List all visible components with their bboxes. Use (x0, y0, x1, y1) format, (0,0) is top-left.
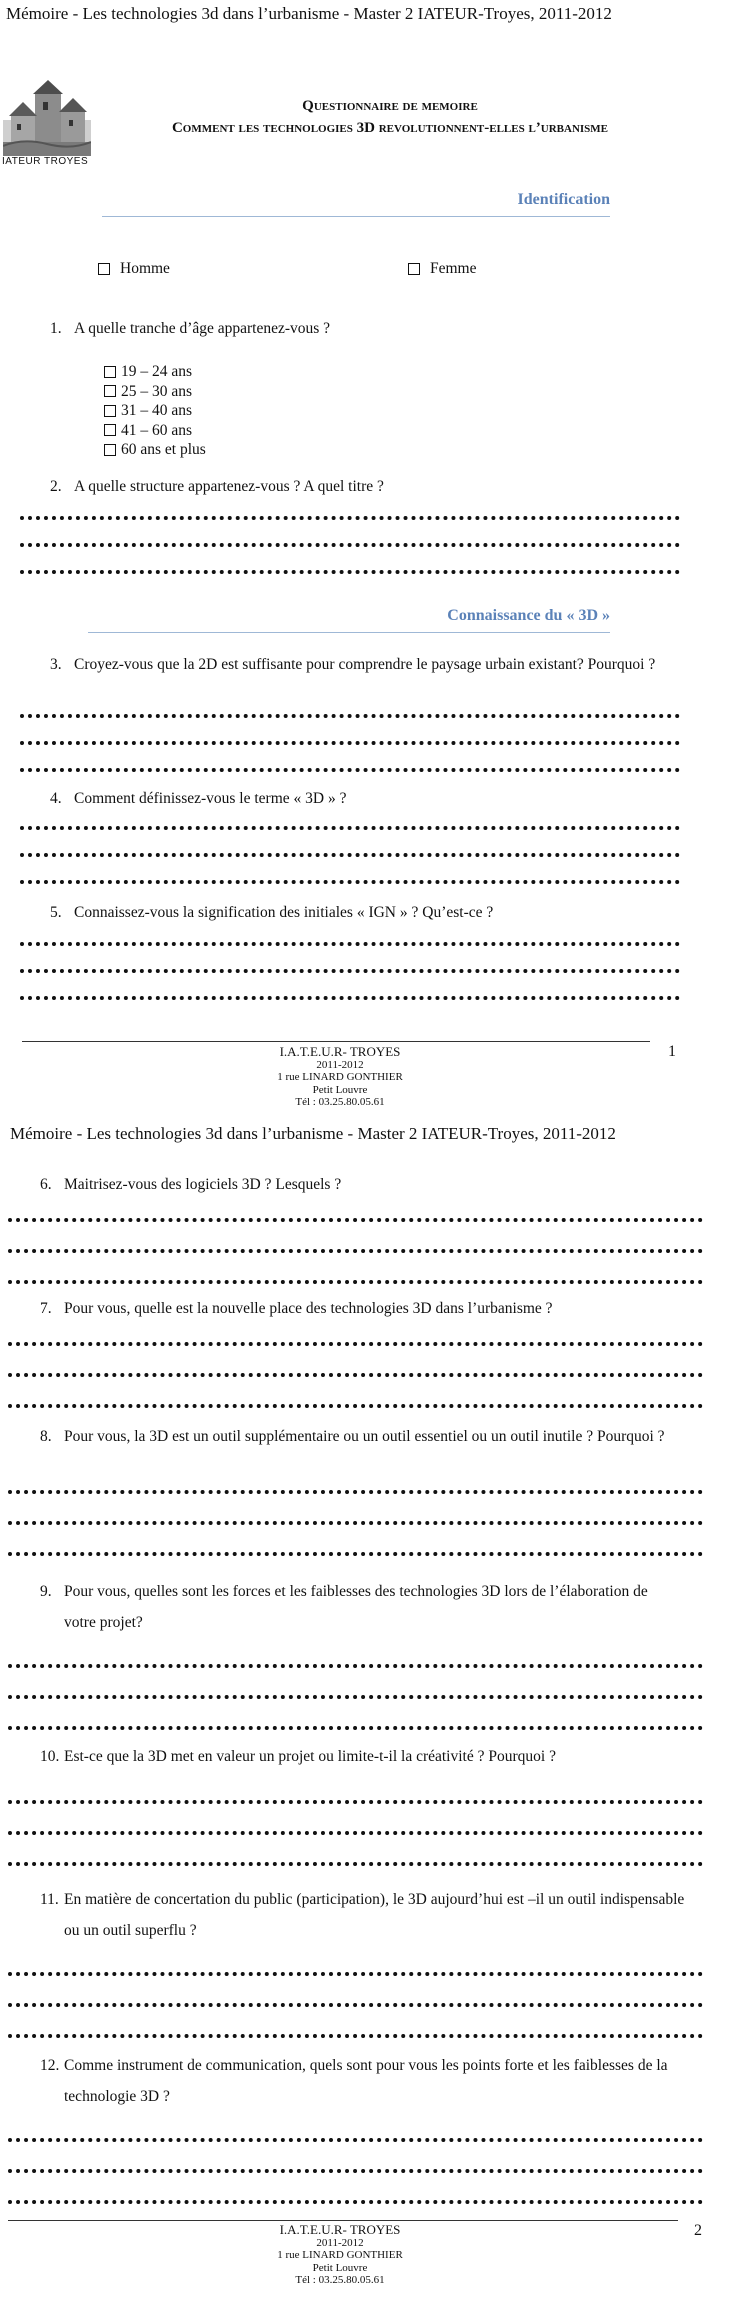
footer-tel: Tél : 03.25.80.05.61 (295, 2274, 385, 2286)
answer-line[interactable] (20, 768, 680, 772)
answer-line[interactable] (8, 2200, 703, 2204)
footer-place: Petit Louvre (312, 2261, 368, 2274)
answer-line[interactable] (8, 1726, 703, 1730)
section-rule (88, 632, 610, 633)
page-1: Mémoire - Les technologies 3d dans l’urbanisme - Master 2 IATEUR-Troyes, 2011-2012 IATEUR TROYES Questionnaire de memoire Comment les technologies 3D revolutionnent-elles l’urbanisme Identification Homme Femme 1. A quelle tranche d’âge appartenez-vous ? 19 – 24 ans 25 – 30 ans 31 – 40 ans 41 – 60 ans 60 ans et plus 2. A quelle structure appartenez-vous ? A quel titre ? Connaissance du « 3D » 3. Croyez-vous que la 2D est suffisante pour comprendre le paysage urbain existant? Pourquoi ? 4. Comment définissez-vous le terme « 3D » ? 5. Connaissez-vous la signification des initiales « IGN » ? Qu’est-ce ? I.A.T.E.U.R- TROYES 2011-2012 1 rue LINARD GONTHIER Petit Louvre Tél : 03.25.80.05.61 1 (0, 0, 750, 1110)
footer-years: 2011-2012 (316, 2236, 364, 2249)
answer-line[interactable] (20, 942, 680, 946)
section-identification: Identification (517, 191, 610, 208)
gender-option-homme[interactable]: Homme (98, 260, 170, 278)
logo-text: IATEUR TROYES (2, 156, 89, 167)
checkbox-icon[interactable] (104, 405, 116, 417)
footer-rule (8, 2220, 678, 2221)
section-rule (102, 216, 610, 217)
footer-org: I.A.T.E.U.R- TROYES (279, 1044, 401, 1059)
footer-tel: Tél : 03.25.80.05.61 (295, 1096, 385, 1108)
footer-street: 1 rue LINARD GONTHIER (277, 2249, 403, 2261)
answer-line[interactable] (20, 543, 680, 547)
answer-line[interactable] (8, 1552, 703, 1556)
answer-line[interactable] (8, 1664, 703, 1668)
answer-line[interactable] (8, 2003, 703, 2007)
checkbox-icon[interactable] (98, 263, 110, 275)
answer-line[interactable] (20, 741, 680, 745)
age-option[interactable]: 41 – 60 ans (104, 421, 206, 441)
section-connaissance-3d: Connaissance du « 3D » (447, 607, 610, 624)
age-option[interactable]: 60 ans et plus (104, 440, 206, 460)
running-header: Mémoire - Les technologies 3d dans l’urbanisme - Master 2 IATEUR-Troyes, 2011-2012 (6, 4, 612, 23)
answer-line[interactable] (8, 2138, 703, 2142)
page-number: 1 (668, 1043, 676, 1060)
answer-line[interactable] (8, 1831, 703, 1835)
answer-line[interactable] (8, 1862, 703, 1866)
footer (240, 1046, 440, 1109)
document-title-line-2: Comment les technologies 3D revolutionnent-elles l’urbanisme (171, 120, 609, 136)
footer-rule (22, 1041, 650, 1042)
age-option[interactable]: 19 – 24 ans (104, 362, 206, 382)
answer-line[interactable] (20, 853, 680, 857)
answer-line[interactable] (20, 826, 680, 830)
answer-line[interactable] (8, 1490, 703, 1494)
answer-line[interactable] (20, 516, 680, 520)
answer-line[interactable] (20, 996, 680, 1000)
document-title-line-1: Questionnaire de memoire (302, 98, 478, 114)
checkbox-icon[interactable] (104, 366, 116, 378)
answer-line[interactable] (20, 570, 680, 574)
footer (240, 2224, 440, 2287)
answer-line[interactable] (8, 1695, 703, 1699)
checkbox-icon[interactable] (408, 263, 420, 275)
answer-line[interactable] (8, 1404, 703, 1408)
answer-line[interactable] (8, 1521, 703, 1525)
age-option[interactable]: 31 – 40 ans (104, 401, 206, 421)
answer-line[interactable] (8, 1972, 703, 1976)
page-number: 2 (694, 2222, 702, 2239)
checkbox-icon[interactable] (104, 424, 116, 436)
answer-line[interactable] (20, 969, 680, 973)
answer-line[interactable] (20, 880, 680, 884)
answer-line[interactable] (20, 714, 680, 718)
footer-place: Petit Louvre (312, 1083, 368, 1096)
answer-line[interactable] (8, 1218, 703, 1222)
age-option[interactable]: 25 – 30 ans (104, 382, 206, 402)
running-header: Mémoire - Les technologies 3d dans l’urbanisme - Master 2 IATEUR-Troyes, 2011-2012 (10, 1124, 616, 1143)
answer-line[interactable] (8, 1249, 703, 1253)
answer-line[interactable] (8, 2169, 703, 2173)
answer-line[interactable] (8, 1373, 703, 1377)
answer-line[interactable] (8, 2034, 703, 2038)
answer-line[interactable] (8, 1800, 703, 1804)
footer-years: 2011-2012 (316, 1058, 364, 1071)
page-2: Mémoire - Les technologies 3d dans l’urbanisme - Master 2 IATEUR-Troyes, 2011-2012 6. Maitrisez-vous des logiciels 3D ? Lesquels ? 7. Pour vous, quelle est la nouvelle place des technologies 3D dans l’urbanisme ? 8. Pour vous, la 3D est un outil supplémentaire ou un outil essentiel ou un outil inutile ? Pourquoi ? 9. Pour vous, quelles sont les forces et les faiblesses des technologies 3D lors de l’élaboration de votre projet? 10. Est-ce que la 3D met en valeur un projet ou limite-t-il la créativité ? Pourquoi ? 11. En matière de concertation du public (participation), le 3D aujourd’hui est –il un outil indispensable ou un outil superflu ? 12. Comme instrument de communication, quels sont pour vous les points forte et les faiblesses de la technologie 3D ? I.A.T.E.U.R- TROYES 2011-2012 1 rue LINARD GONTHIER Petit Louvre Tél : 03.25.80.05.61 2 (10, 1124, 702, 2286)
footer-street: 1 rue LINARD GONTHIER (277, 1071, 403, 1083)
age-options (104, 362, 206, 460)
gender-option-femme[interactable]: Femme (408, 260, 477, 278)
checkbox-icon[interactable] (104, 385, 116, 397)
answer-line[interactable] (8, 1280, 703, 1284)
footer-org: I.A.T.E.U.R- TROYES (279, 2222, 401, 2237)
answer-line[interactable] (8, 1342, 703, 1346)
checkbox-icon[interactable] (104, 444, 116, 456)
